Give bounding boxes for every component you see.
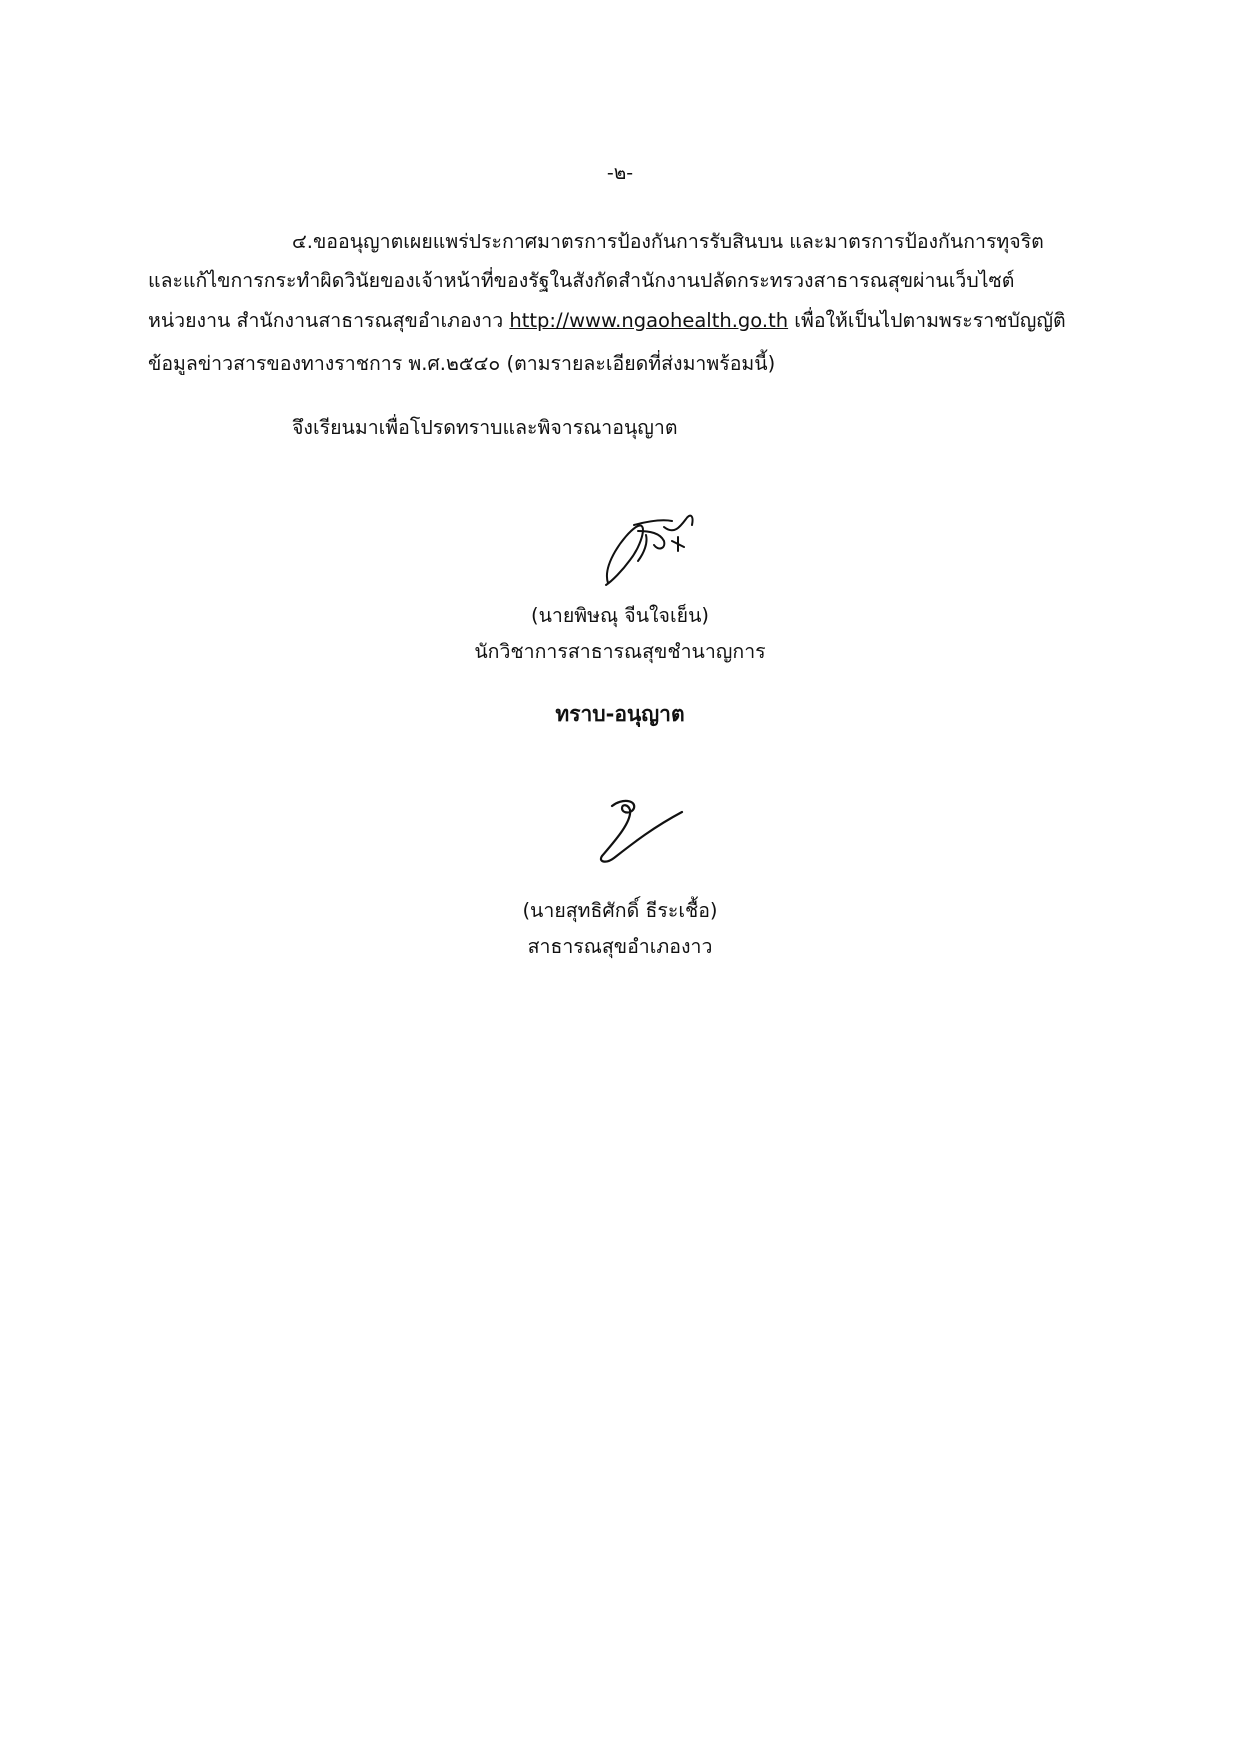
body-line-4-text: ข้อมูลข่าวสารของทางราชการ พ.ศ.๒๕๔๐ (ตามรายละเอียดที่ส่งมาพร้อมนี้)	[148, 352, 776, 375]
signer-2-title: สาธารณสุขอำเภองาว	[527, 935, 713, 958]
signer-2-block	[0, 893, 1240, 965]
body-line-3	[148, 311, 1066, 331]
website-link[interactable]: http://www.ngaohealth.go.th	[509, 309, 789, 332]
signer-1-block	[0, 598, 1240, 670]
closing-sentence: จึงเรียนมาเพื่อโปรดทราบและพิจารณาอนุญาต	[292, 416, 678, 439]
body-line-3-suffix: เพื่อให้เป็นไปตามพระราชบัญญัติ	[794, 309, 1066, 332]
signer-1-name: (นายพิษณุ จีนใจเย็น)	[530, 604, 710, 627]
body-line-2	[148, 271, 1014, 291]
body-line-3-prefix: หน่วยงาน สำนักงานสาธารณสุขอำเภองาว	[148, 309, 504, 332]
body-line-1-text: ๔.ขออนุญาตเผยแพร่ประกาศมาตรการป้องกันการรับสินบน และมาตรการป้องกันการทุจริต	[292, 230, 1044, 253]
body-line-1	[292, 232, 1044, 252]
signature-1	[594, 505, 709, 595]
body-line-4	[148, 354, 775, 374]
signer-2-name: (นายสุทธิศักดิ์ ธีระเชื้อ)	[522, 899, 718, 922]
body-line-2-text: และแก้ไขการกระทำผิดวินัยของเจ้าหน้าที่ของรัฐในสังกัดสำนักงานปลัดกระทรวงสาธารณสุขผ่านเว็บไซต์	[148, 269, 1015, 292]
approval-text: ทราบ-อนุญาต	[555, 702, 685, 726]
signature-2	[592, 792, 692, 867]
signer-1-title: นักวิชาการสาธารณสุขชำนาญการ	[474, 640, 766, 663]
page-number: -๒-	[606, 162, 634, 184]
